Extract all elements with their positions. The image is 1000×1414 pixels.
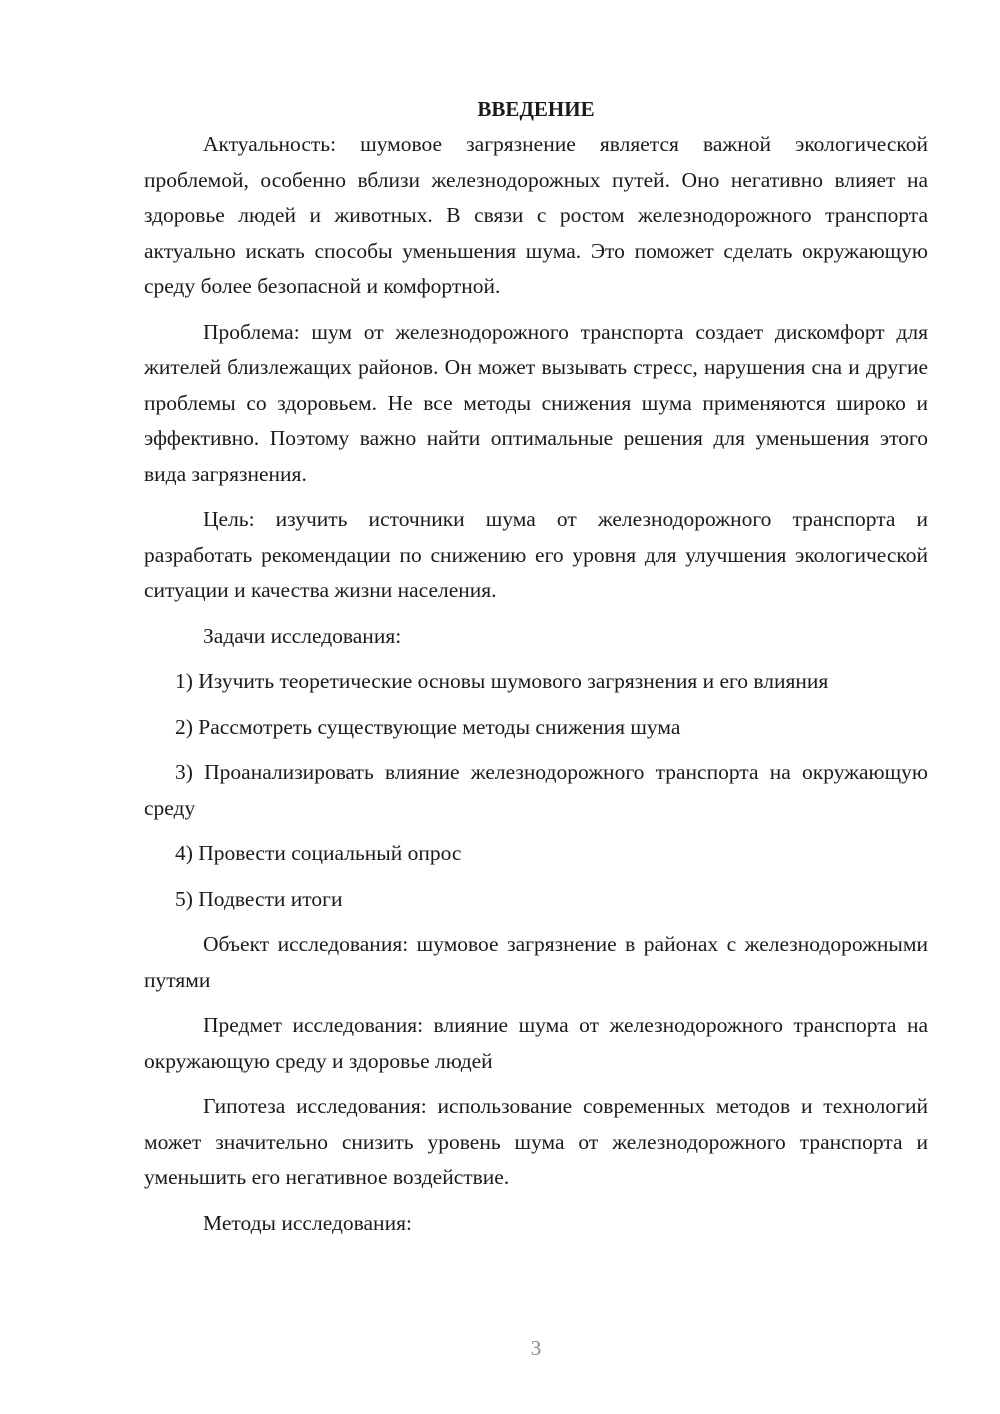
- page-number: 3: [530, 1336, 542, 1360]
- paragraph-goal: Цель: изучить источники шума от железнодорожного транспорта и разработать рекомендации по снижению его уровня для улучшения экологической ситуации и качества жизни населения.: [144, 507, 928, 602]
- paragraph-problem: Проблема: шум от железнодорожного транспорта создает дискомфорт для жителей близлежащих районов. Он может вызывать стресс, нарушения сна и другие проблемы со здоровьем. Не все методы снижения шума применяются широко и эффективно. Поэтому важно найти оптимальные решения для уменьшения этого вида загрязнения.: [144, 319, 928, 486]
- paragraph-subject: Предмет исследования: влияние шума от железнодорожного транспорта на окружающую среду и здоровье людей: [144, 1013, 928, 1073]
- paragraph-relevance: Актуальность: шумовое загрязнение является важной экологической проблемой, особенно вблизи железнодорожных путей. Оно негативно влияет на здоровье людей и животных. В связи с ростом железнодорожного транспорта актуально искать способы уменьшения шума. Это поможет сделать окружающую среду более безопасной и комфортной.: [144, 132, 928, 298]
- document-page: [144, 92, 928, 1251]
- task-item-4: 4) Провести социальный опрос: [175, 841, 462, 865]
- paragraph-object: Объект исследования: шумовое загрязнение в районах с железнодорожными путями: [144, 932, 928, 992]
- task-item-3: 3) Проанализировать влияние железнодорожного транспорта на окружающую среду: [144, 760, 928, 820]
- paragraph-tasks-heading: Задачи исследования:: [203, 623, 402, 648]
- section-title: ВВЕДЕНИЕ: [477, 97, 595, 121]
- task-item-2: 2) Рассмотреть существующие методы снижения шума: [175, 714, 681, 739]
- paragraph-methods: Методы исследования:: [203, 1210, 412, 1235]
- task-item-1: 1) Изучить теоретические основы шумового загрязнения и его влияния: [175, 669, 829, 693]
- paragraph-hypothesis: Гипотеза исследования: использование современных методов и технологий может значительно снизить уровень шума от железнодорожного транспорта и уменьшить его негативное воздействие.: [144, 1094, 928, 1189]
- task-item-5: 5) Подвести итоги: [175, 886, 343, 911]
